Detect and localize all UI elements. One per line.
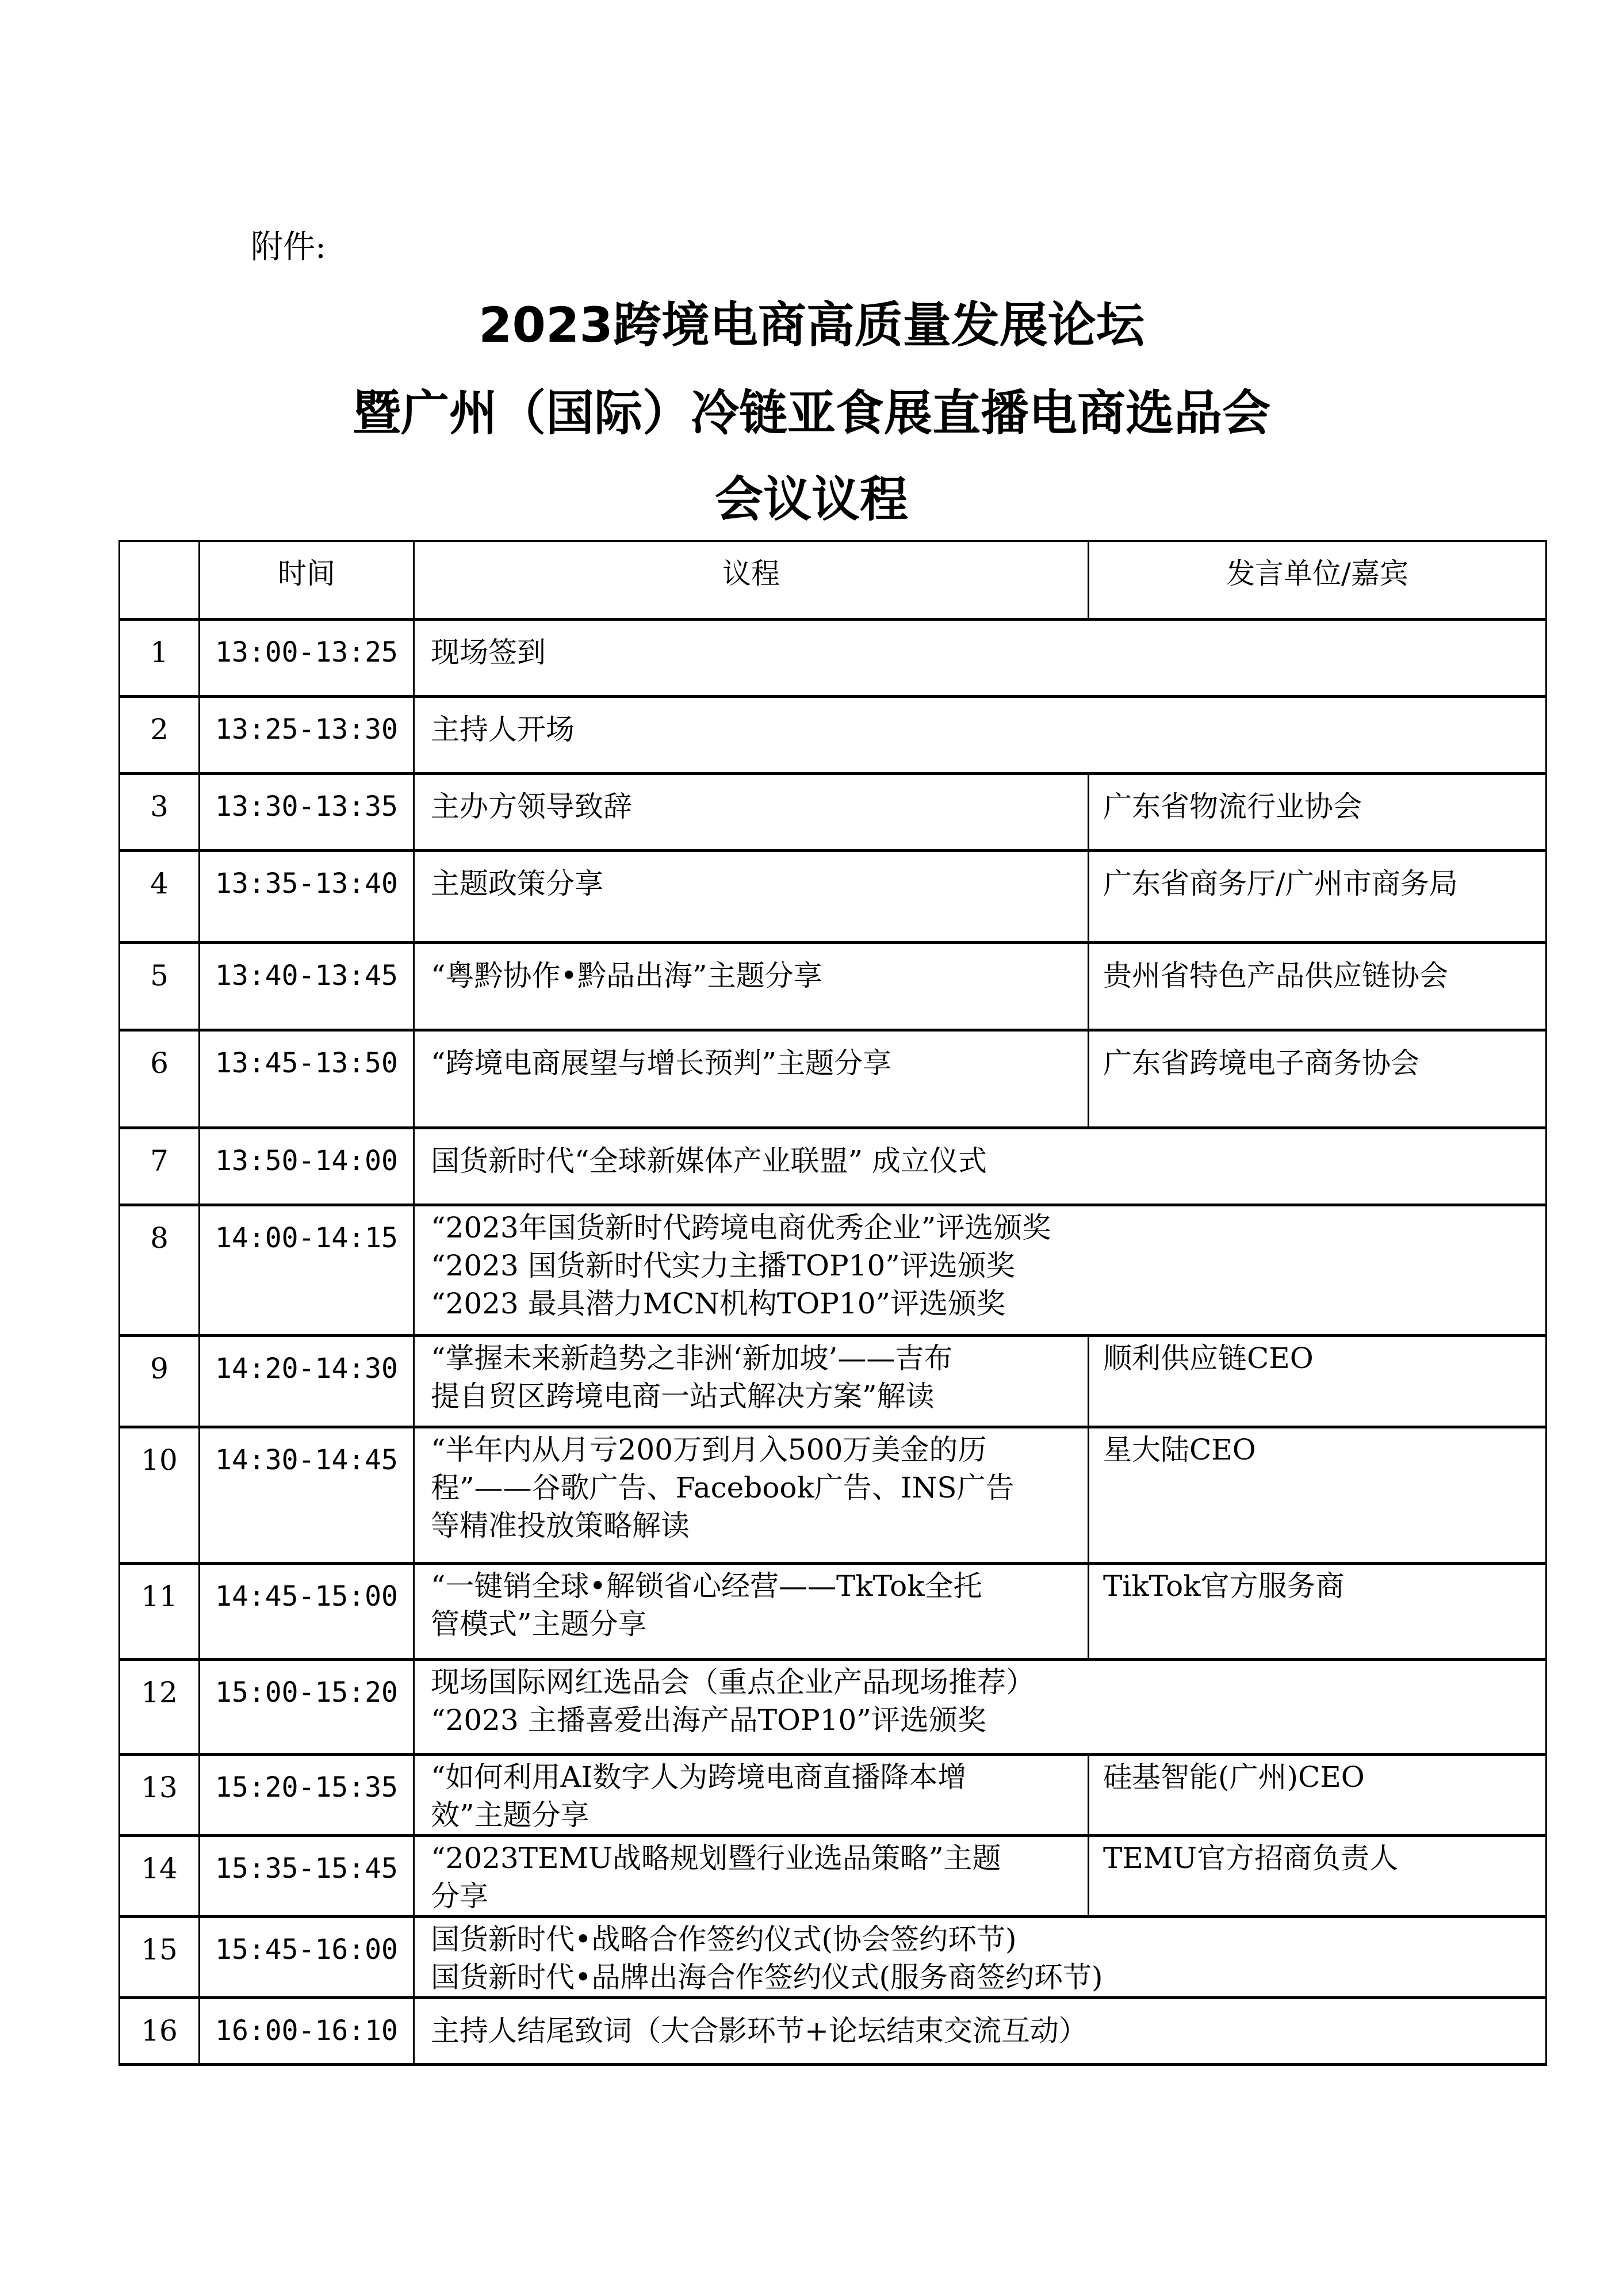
table-row [120, 1128, 1547, 1205]
topic-line: 国货新时代“全球新媒体产业联盟” 成立仪式 [431, 1144, 987, 1178]
row-topic [414, 1030, 1089, 1128]
table-row [120, 851, 1547, 943]
row-topic [414, 1998, 1547, 2065]
topic-line: 效”主题分享 [431, 1798, 590, 1832]
table-row [120, 1836, 1547, 1917]
row-topic [414, 1836, 1089, 1917]
row-topic [414, 620, 1547, 697]
topic-line: 管模式”主题分享 [431, 1607, 647, 1641]
topic-line: 现场签到 [431, 636, 546, 669]
topic-line: 主持人结尾致词（大合影环节+论坛结束交流互动） [431, 2014, 1088, 2047]
topic-line: “2023 最具潜力MCN机构TOP10”评选颁奖 [431, 1287, 1006, 1320]
row-topic [414, 1564, 1089, 1660]
row-time: 13:50-14:00 [200, 1128, 414, 1205]
row-number: 10 [120, 1427, 200, 1564]
title-line-2: 暨广州（国际）冷链亚食展直播电商选品会 [352, 385, 1270, 441]
row-time: 13:35-13:40 [200, 851, 414, 943]
row-topic [414, 697, 1547, 774]
row-topic [414, 851, 1089, 943]
row-speaker: 硅基智能(广州)CEO [1089, 1755, 1547, 1836]
table-row [120, 1660, 1547, 1755]
header-no [120, 541, 200, 620]
topic-line: “2023年国货新时代跨境电商优秀企业”评选颁奖 [431, 1211, 1051, 1244]
topic-line: “跨境电商展望与增长预判”主题分享 [431, 1046, 892, 1080]
attachment-label: 附件: [251, 228, 326, 266]
topic-line: “粤黔协作•黔品出海”主题分享 [431, 959, 822, 992]
row-topic [414, 1755, 1089, 1836]
topic-line: 国货新时代•战略合作签约仪式(协会签约环节) [431, 1923, 1017, 1956]
topic-line: “半年内从月亏200万到月入500万美金的历 [431, 1433, 987, 1466]
row-topic [414, 1660, 1547, 1755]
row-number: 11 [120, 1564, 200, 1660]
topic-line: 分享 [431, 1879, 488, 1913]
header-topic: 议程 [414, 541, 1089, 620]
header-speaker: 发言单位/嘉宾 [1089, 541, 1547, 620]
table-row [120, 1917, 1547, 1998]
row-number: 13 [120, 1755, 200, 1836]
row-topic [414, 1336, 1089, 1427]
topic-line: “2023TEMU战略规划暨行业选品策略”主题 [431, 1842, 1001, 1875]
row-number: 14 [120, 1836, 200, 1917]
row-number: 9 [120, 1336, 200, 1427]
row-number: 3 [120, 774, 200, 851]
row-time: 15:20-15:35 [200, 1755, 414, 1836]
row-time: 15:35-15:45 [200, 1836, 414, 1917]
row-speaker: TikTok官方服务商 [1089, 1564, 1547, 1660]
row-time: 14:45-15:00 [200, 1564, 414, 1660]
row-time: 13:00-13:25 [200, 620, 414, 697]
topic-line: 提自贸区跨境电商一站式解决方案”解读 [431, 1380, 935, 1413]
row-time: 16:00-16:10 [200, 1998, 414, 2065]
row-number: 6 [120, 1030, 200, 1128]
table-header-row [120, 541, 1547, 620]
row-topic [414, 774, 1089, 851]
row-topic [414, 943, 1089, 1030]
row-number: 8 [120, 1205, 200, 1336]
topic-line: “如何利用AI数字人为跨境电商直播降本增 [431, 1760, 967, 1794]
row-time: 14:20-14:30 [200, 1336, 414, 1427]
topic-line: “掌握未来新趋势之非洲‘新加坡’——吉布 [431, 1342, 953, 1375]
row-topic [414, 1205, 1547, 1336]
row-topic [414, 1128, 1547, 1205]
row-time: 13:40-13:45 [200, 943, 414, 1030]
table-row [120, 943, 1547, 1030]
row-topic [414, 1427, 1089, 1564]
row-time: 15:45-16:00 [200, 1917, 414, 1998]
topic-line: 国货新时代•品牌出海合作签约仪式(服务商签约环节) [431, 1961, 1103, 1994]
row-topic [414, 1917, 1547, 1998]
row-time: 14:30-14:45 [200, 1427, 414, 1564]
row-speaker: 广东省物流行业协会 [1089, 774, 1547, 851]
row-time: 13:25-13:30 [200, 697, 414, 774]
title-line-3: 会议议程 [714, 471, 908, 528]
table-row [120, 1755, 1547, 1836]
row-time: 13:45-13:50 [200, 1030, 414, 1128]
row-number: 12 [120, 1660, 200, 1755]
topic-line: “2023 国货新时代实力主播TOP10”评选颁奖 [431, 1249, 1015, 1282]
title-line-1: 2023跨境电商高质量发展论坛 [479, 297, 1144, 353]
row-number: 2 [120, 697, 200, 774]
row-time: 14:00-14:15 [200, 1205, 414, 1336]
header-time: 时间 [200, 541, 414, 620]
topic-line: 主办方领导致辞 [431, 790, 632, 823]
row-speaker: 贵州省特色产品供应链协会 [1089, 943, 1547, 1030]
table-row [120, 620, 1547, 697]
row-time: 15:00-15:20 [200, 1660, 414, 1755]
table-row [120, 1564, 1547, 1660]
row-number: 4 [120, 851, 200, 943]
row-number: 16 [120, 1998, 200, 2065]
topic-line: “2023 主播喜爱出海产品TOP10”评选颁奖 [431, 1703, 986, 1737]
row-number: 15 [120, 1917, 200, 1998]
topic-line: 现场国际网红选品会（重点企业产品现场推荐） [431, 1665, 1035, 1699]
row-number: 7 [120, 1128, 200, 1205]
row-speaker: 广东省商务厅/广州市商务局 [1089, 851, 1547, 943]
topic-line: 程”——谷歌广告、Facebook广告、INS广告 [431, 1471, 1015, 1504]
row-speaker: 广东省跨境电子商务协会 [1089, 1030, 1547, 1128]
topic-line: 等精准投放策略解读 [431, 1509, 690, 1542]
table-row [120, 1205, 1547, 1336]
row-speaker: 顺利供应链CEO [1089, 1336, 1547, 1427]
topic-line: “一键销全球•解锁省心经营——TkTok全托 [431, 1569, 982, 1603]
table-row [120, 1030, 1547, 1128]
row-time: 13:30-13:35 [200, 774, 414, 851]
table-row [120, 1998, 1547, 2065]
table-row [120, 1336, 1547, 1427]
topic-line: 主持人开场 [431, 713, 575, 746]
row-number: 5 [120, 943, 200, 1030]
row-number: 1 [120, 620, 200, 697]
row-speaker: 星大陆CEO [1089, 1427, 1547, 1564]
table-row [120, 697, 1547, 774]
topic-line: 主题政策分享 [431, 867, 603, 900]
agenda-table [118, 540, 1547, 2066]
table-row [120, 1427, 1547, 1564]
row-speaker: TEMU官方招商负责人 [1089, 1836, 1547, 1917]
table-row [120, 774, 1547, 851]
